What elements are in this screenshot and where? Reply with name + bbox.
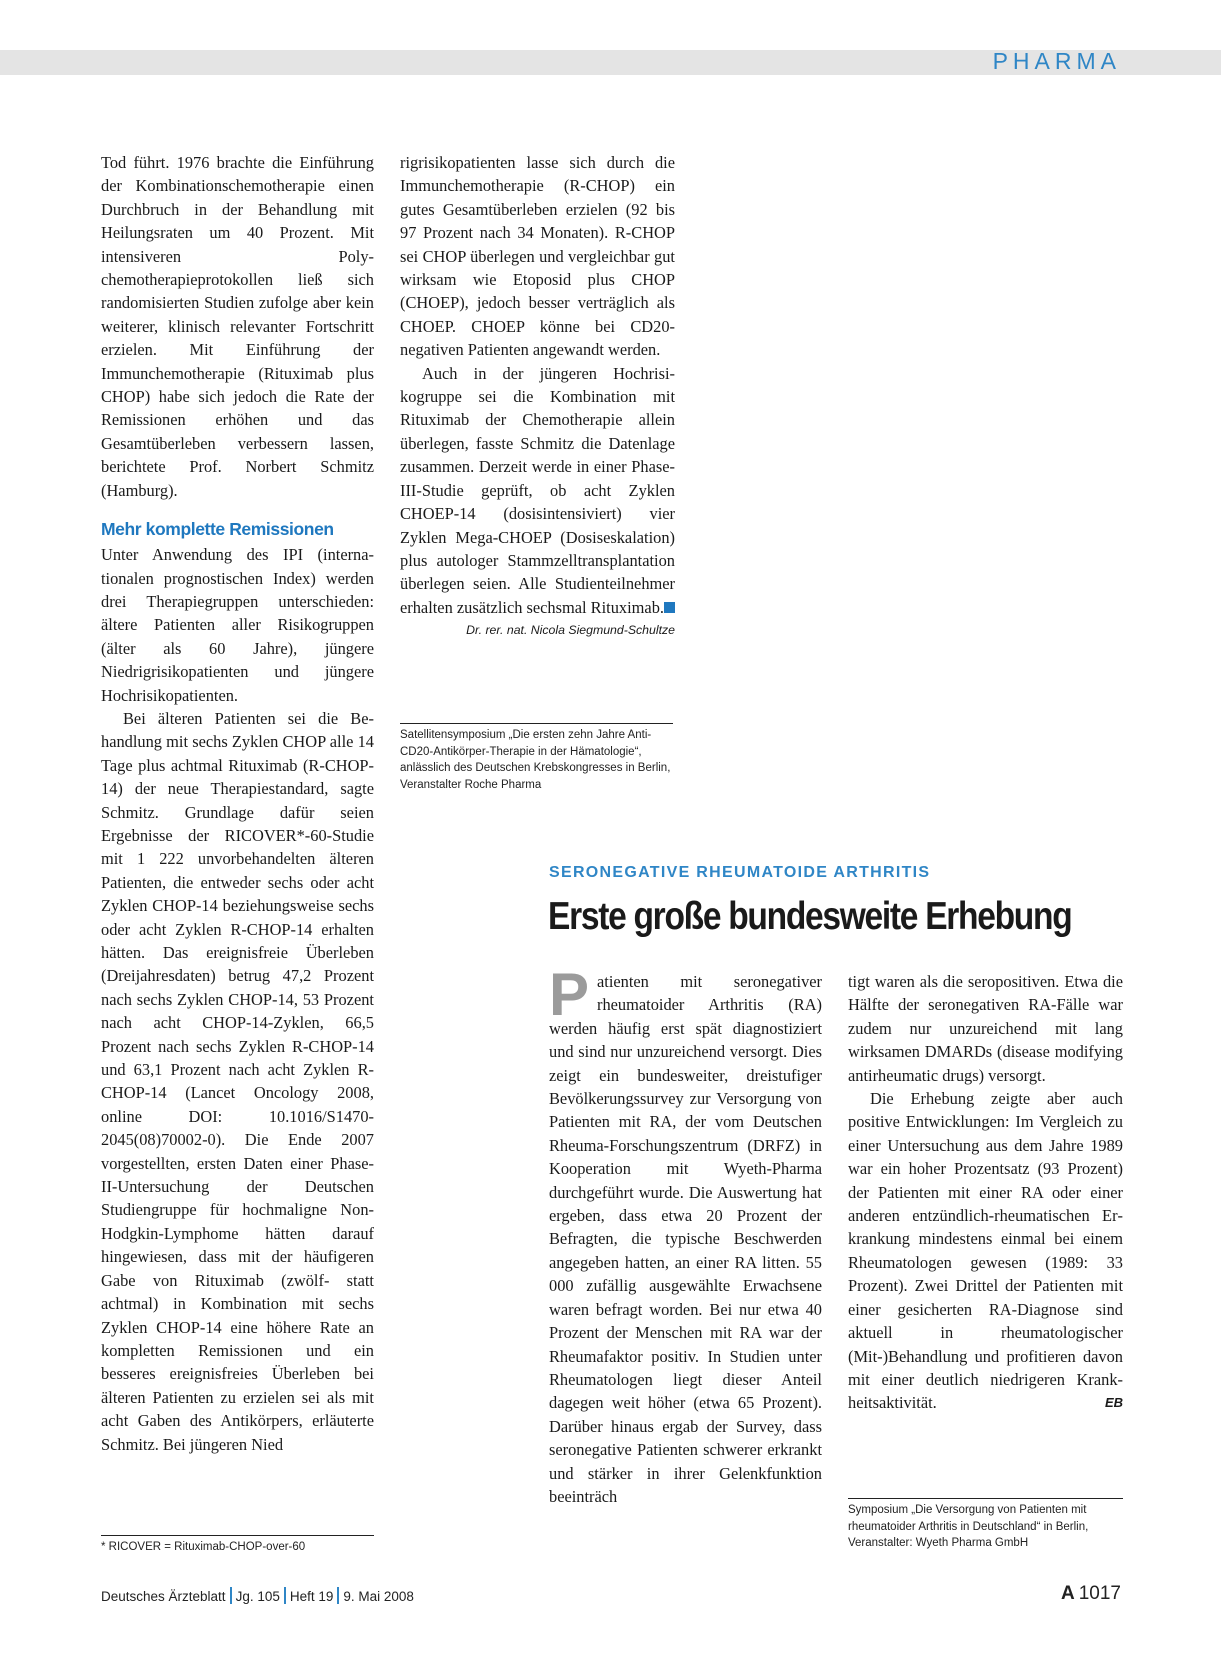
subheading: Mehr komplette Remissionen: [101, 519, 334, 540]
article2-column-2: [848, 970, 1123, 1415]
date: 9. Mai 2008: [343, 1589, 414, 1604]
end-mark-icon: [664, 602, 675, 613]
headline: Erste große bundesweite Erhebung: [548, 895, 1072, 938]
volume: Jg. 105: [235, 1589, 280, 1604]
drop-cap: P: [549, 961, 590, 1028]
separator: [337, 1587, 339, 1604]
paragraph: tigt waren als die seropositiven. Etwa die Hälfte der seronegativen RA-Fälle war zudem nur unzureichend mit lang wirksamen DMARDs (disease modifying antirheumatic drugs) versorgt.: [848, 972, 1123, 1085]
article1-column-1: [101, 151, 374, 1456]
issue: Heft 19: [289, 1589, 334, 1604]
page-number-value: 1017: [1078, 1583, 1121, 1604]
paragraph-text: Die Erhebung zeigte aber auch positive Entwicklungen: Im Vergleich zu einer Untersuchung aus dem Jahre 1989 war ein hoher Prozentsatz (93 Prozent) der Patienten mit einer RA oder einer anderen entzündlich-rheumatischen Erkrankung mindestens einmal bei einem Rheumatologen gewesen (1989: 33 Prozent). Zwei Drittel der Patienten mit einer gesicherten RA-Diagnose sind aktuell in rheumatologischer (Mit-)Behandlung und profitieren davon mit einer deutlich niedrigeren Krankheitsaktivität.: [848, 1089, 1123, 1413]
footnote: * RICOVER = Rituximab-CHOP-over-60: [101, 1535, 374, 1556]
author-initials: EB: [1104, 1395, 1123, 1411]
source-note: Symposium „Die Versorgung von Patienten mit rheumatoider Arthritis in Deutschland“ in Berlin, Veranstalter: Wyeth Pharma GmbH: [848, 1498, 1123, 1552]
article2-column-1: [549, 961, 822, 1508]
paragraph-text: Auch in der jüngeren Hochrisikogruppe sei die Kombination mit Rituximab der Chemotherapie allein überlegen, fasste Schmitz die Datenlage zusammen. Derzeit werde in einer Phase-III-Studie geprüft, ob acht Zyklen CHOEP-14 (dosisintensiviert) vier Zyklen Mega-CHOEP (Dosiseskalation) plus autologer Stammzelltransplantation überlegen seien. Alle Studienteilnehmer erhalten zusätzlich sechsmal Rituximab.: [400, 363, 675, 617]
paragraph: [400, 362, 675, 619]
paragraph: Bei älteren Patienten sei die Behandlung mit sechs Zyklen CHOP alle 14 Tage plus achtmal Rituximab (R-CHOP-14) der neue Therapiestandard, sagte Schmitz. Grundlage dafür seien Ergebnisse der RICOVER*-60-Studie mit 1 222 unvorbehandelten älteren Patienten, die entweder sechs oder acht Zyklen CHOP-14 beziehungsweise sechs oder acht Zyklen R-CHOP-14 erhalten hätten. Das ereignisfreie Überleben (Dreijahresdaten) betrug 47,2 Prozent nach sechs Zyklen CHOP-14, 53 Prozent nach acht CHOP-14-Zyklen, 66,5 Prozent nach sechs Zyklen R-CHOP-14 und 63,1 Prozent nach acht Zyklen R-CHOP-14 (Lancet Oncology 2008, online DOI: 10.1016/S1470-2045(08)70002-0). Die Ende 2007 vorgestellten, ersten Daten einer Phase-II-Untersuchung der Deutschen Studiengruppe für hochmaligne Non-Hodgkin-Lymphome hätten darauf hingewiesen, dass mit der häufigeren Gabe von Rituximab (zwölf- statt achtmal) in Kombination mit sechs Zyklen CHOP-14 eine höhere Rate an kompletten Remissionen und ein besseres ereignisfreies Überleben bei älteren Patienten zu erzielen sei als mit acht Gaben des Antikörpers, erläuterte Schmitz. Bei jüngeren Nied: [101, 708, 374, 1454]
separator: [230, 1587, 232, 1604]
section-label: PHARMA: [992, 48, 1121, 74]
kicker: SERONEGATIVE RHEUMATOIDE ARTHRITIS: [549, 864, 931, 881]
journal-name: Deutsches Ärzteblatt: [101, 1589, 226, 1604]
paragraph: [848, 1087, 1123, 1415]
paragraph: [549, 961, 822, 1508]
author-byline: Dr. rer. nat. Nicola Siegmund-Schultze: [466, 623, 675, 638]
paragraph-text: atienten mit seronegativer rheumatoider Arthritis (RA) werden häufig erst spät diagnostiziert und sind nur unzureichend versorgt. Dies zeigt ein bundesweiter, dreistufiger Bevölkerungssurvey zur Versorgung von Patienten mit RA, der vom Deutschen Rheuma-Forschungszentrum (DRFZ) in Kooperation mit Wyeth-Pharma durchgeführt wurde. Die Auswertung hat ergeben, dass etwa 20 Prozent der Befragten, die typische Beschwerden angegeben hatten, an einer RA litten. 55 000 zufällig ausgewählte Erwachsene waren befragt worden. Bei nur etwa 40 Prozent der Menschen mit RA war der Rheumafaktor positiv. In Studien unter Rheumatologen liegt dieser Anteil dagegen weit höher (etwa 65 Prozent). Darüber hinaus ergab der Survey, dass seronegative Patienten schwerer erkrankt und stärker in ihrer Gelenkfunktion beeinträch: [549, 972, 822, 1506]
paragraph: Unter Anwendung des IPI (internationalen prognostischen Index) werden drei Therapiegruppen unterschieden: ältere Patienten aller Risikogruppen (älter als 60 Jahre), jüngere Niedrigrisikopatienten und jüngere Hochrisikopatienten.: [101, 545, 374, 705]
source-note: Satellitensymposium „Die ersten zehn Jahre Anti-CD20-Antikörper-Therapie in der Hämatologie“, anlässlich des Deutschen Krebskongresses in Berlin, Veranstalter Roche Pharma: [400, 723, 673, 793]
page-prefix: A: [1060, 1583, 1075, 1604]
article1-column-2: [400, 151, 675, 639]
page-number: [1061, 1583, 1121, 1605]
separator: [284, 1587, 286, 1604]
footer: [101, 1587, 414, 1604]
paragraph: rigrisikopatienten lasse sich durch die Immunchemotherapie (R-CHOP) ein gutes Gesamtüberleben erzielen (92 bis 97 Prozent nach 34 Monaten). R-CHOP sei CHOP überlegen und vergleichbar gut wirksam wie Etoposid plus CHOP (CHOEP), jedoch besser verträglich als CHOEP. CHOEP könne bei CD20-negativen Patienten angewandt werden.: [400, 153, 675, 360]
paragraph: Tod führt. 1976 brachte die Einführung der Kombinationschemotherapie einen Durchbruch in der Behandlung mit Heilungsraten um 40 Prozent. Mit intensiveren Polychemotherapieprotokollen ließ sich randomisierten Studien zufolge aber kein weiterer, klinisch relevanter Fortschritt erzielen. Mit Einführung der Immunchemotherapie (Rituximab plus CHOP) habe sich jedoch die Rate der Remissionen erhöhen und das Gesamtüberleben verbessern lassen, berichtete Prof. Norbert Schmitz (Hamburg).: [101, 153, 374, 500]
